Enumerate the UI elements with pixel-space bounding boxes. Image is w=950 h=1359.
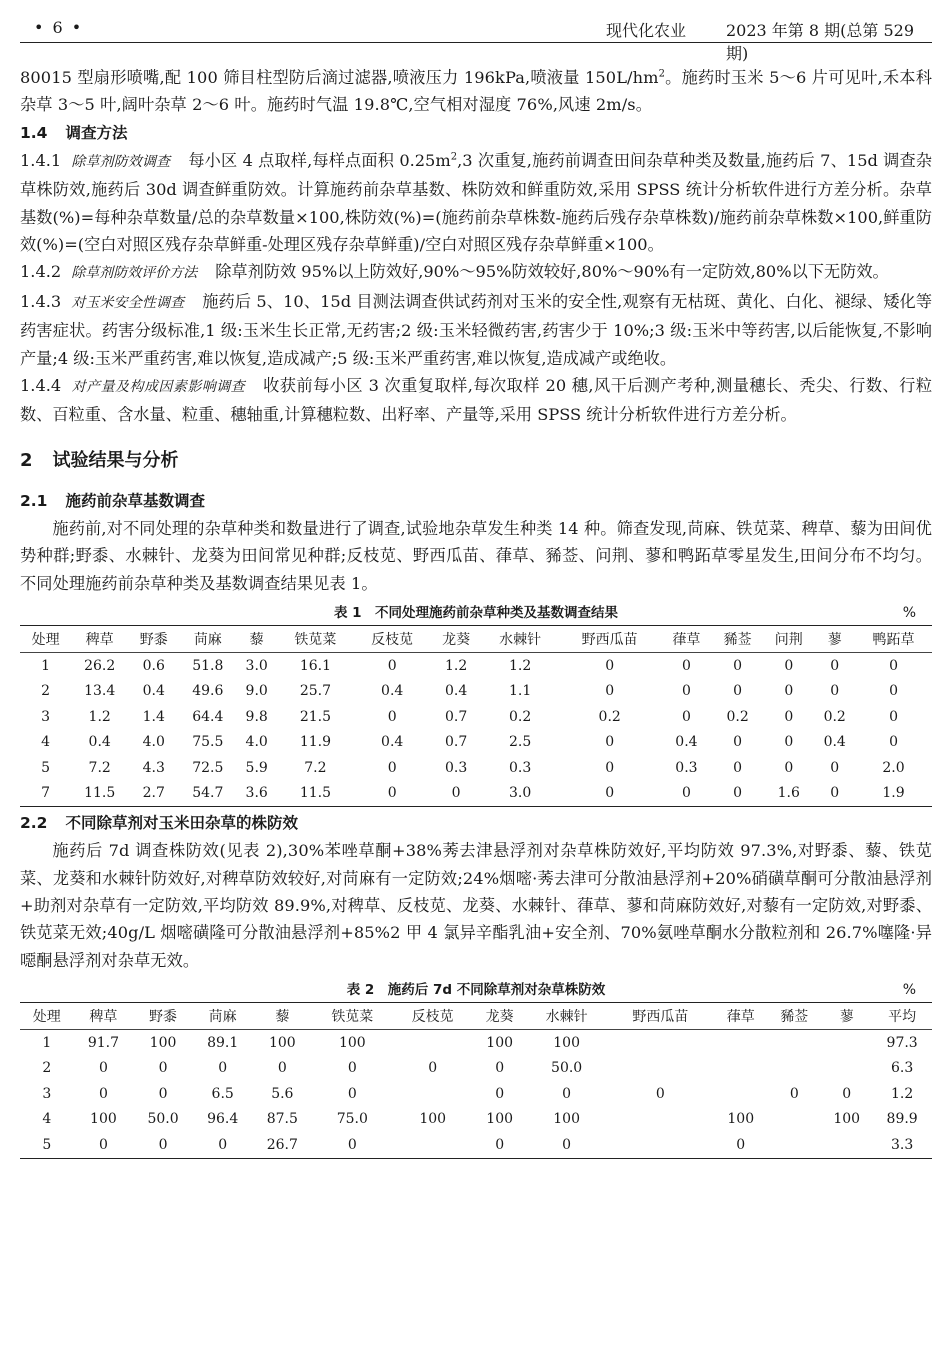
table-cell: 0.3 [508,759,532,776]
table-cell: 0 [889,734,898,751]
table-cell: 0 [784,759,794,776]
table-cell: 0.4 [445,683,468,700]
column-header: 藜 [249,632,264,649]
table-cell: 6.3 [891,1060,914,1077]
table-cell: 72.5 [192,759,224,776]
subsection-text: 施药后 5、10、15d 目测法调查供试药剂对玉米的安全性,观察有无枯斑、黄化、白化、褪绿、矮化等药害症状。药害分级标准,1 级:玉米生长正常,无药害;2 级:玉米轻微药害,药害少于 10%;3 级:玉米中等药害,以后能恢复,不影响产量;4 级:玉米严重药害,难以恢复,造成减产;5 级:玉米严重药害,难以恢复,造成减产或绝收。 [20,291,933,368]
table-cell: 2.0 [882,759,905,776]
table-unit: % [902,605,916,622]
table-cell: 13.4 [84,683,116,700]
section-2-heading [20,447,932,475]
table-cell [768,1030,822,1056]
table-cell: 0 [605,759,615,776]
table-cell [607,1132,714,1158]
table-cell: 1.9 [882,785,905,802]
column-header: 鸭跖草 [872,632,915,649]
section-2-2-paragraph: 施药后 7d 调查株防效(见表 2),30%苯唑草酮+38%莠去津悬浮剂对杂草株防效好,平均防效 97.3%,对野黍、藜、铁苋菜、龙葵和水棘针防效好,对稗草防效较好,对苘麻有一定防效;24%烟嘧·莠去津可分散油悬浮剂+20%硝磺草酮可分散油悬浮剂+助剂对杂草有一定防效,平均防效 89.9%,对稗草、反枝苋、龙葵、水棘针、葎草、蓼和苘麻防效好,对藜有一定防效,对野黍、铁苋菜无效;40g/L 烟嘧磺隆可分散油悬浮剂+85%2 甲 4 氯异辛酯乳油+安全剂、70%氨唑草酮水分散粒剂和 26.7%噻隆·异噁酮悬浮剂对杂草无效。 [20,841,932,970]
table-cell [714,1030,768,1056]
column-header: 稗草 [89,1009,118,1026]
table-row [20,1030,932,1056]
table-cell: 0.2 [598,708,621,725]
table-cell: 89.9 [886,1111,918,1128]
section-number: 1.4 [20,123,48,142]
table-cell: 100 [553,1034,580,1051]
table-cell: 0 [428,1060,438,1077]
table-cell: 89.1 [207,1034,239,1051]
column-header: 野黍 [149,1009,178,1026]
table-cell: 0 [98,1085,108,1102]
table-header-row [20,1003,932,1030]
table-row [20,1081,932,1107]
table-cell: 51.8 [192,657,224,674]
table-cell: 0 [681,683,691,700]
table-cell: 0 [218,1136,228,1153]
table-cell: 0 [605,785,615,802]
subsection-number: 1.4.2 [20,262,62,282]
table-row [20,730,932,756]
table-cell: 100 [727,1111,755,1128]
table-cell: 54.7 [192,785,224,802]
table-cell: 3 [42,1085,52,1102]
table-cell: 0.2 [823,708,846,725]
column-header: 野西瓜苗 [632,1009,689,1026]
table-cell [607,1030,714,1056]
table-cell [393,1081,473,1107]
table-cell: 87.5 [266,1111,298,1128]
issue-info: 2023 年第 8 期(总第 529 期) [726,21,915,63]
table-cell [393,1132,473,1158]
column-header: 反枝苋 [411,1009,454,1026]
table-cell: 0 [830,683,840,700]
column-header: 水棘针 [545,1009,588,1026]
table-cell: 0 [218,1060,228,1077]
table-cell: 0 [158,1136,168,1153]
subsection-text: 收获前每小区 3 次重复取样,每次取样 20 穗,风干后测产考种,测量穗长、秃尖、行数、行粒数、百粒重、含水量、粒重、穗轴重,计算穗粒数、出籽率、产量等,采用 SPSS 统计分析软件进行方差分析。 [20,376,933,425]
table-cell: 0 [605,657,615,674]
column-header: 处理 [31,632,60,649]
table-cell: 0.4 [88,734,111,751]
table-cell: 3.3 [891,1136,914,1153]
table-cell [393,1030,473,1056]
table-cell: 0 [784,708,794,725]
page-number: • 6 • [34,18,84,37]
table-cell: 4.0 [142,734,165,751]
running-header [20,18,932,63]
column-header: 豨莶 [723,632,752,649]
table-cell: 0 [681,708,691,725]
table-cell: 1.6 [777,785,800,802]
table-cell: 96.4 [207,1111,239,1128]
table-cell: 11.5 [84,785,116,802]
table-cell: 0 [605,734,615,751]
section-title: 不同除草剂对玉米田杂草的株防效 [65,814,298,833]
table-cell: 0.4 [142,683,165,700]
table-row [20,1132,932,1158]
table-cell: 0 [387,785,397,802]
table-cell: 0.4 [381,683,404,700]
intro-text-a: 80015 型扇形喷嘴,配 100 筛目柱型防后滴过滤器,喷液压力 196kPa,喷液量 150L/hm [20,68,659,87]
subsection-number: 1.4.3 [20,291,62,311]
table-cell: 0.2 [508,708,532,725]
table-row [20,704,932,730]
table-cell: 5 [42,1136,52,1153]
table-cell: 1.1 [508,683,532,700]
table-cell: 0 [605,683,615,700]
subsection-superscript: 2 [450,151,458,163]
table-cell [607,1107,714,1133]
table-row [20,653,932,679]
subsection-number: 1.4.4 [20,376,62,396]
table-cell: 3.0 [245,657,268,674]
table-cell: 9.0 [245,683,268,700]
table-row [20,679,932,705]
table-cell: 100 [338,1034,366,1051]
table-cell: 0 [889,657,898,674]
column-header: 龙葵 [485,1009,514,1026]
table-cell: 0 [495,1136,505,1153]
table-cell: 0 [784,734,794,751]
journal-name: 现代化农业 [606,21,687,40]
table-cell: 0 [736,1136,746,1153]
table-cell: 0 [784,683,794,700]
subsection-text-b: ,3 次重复,施药前调查田间杂草种类及数量,施药后 7、15d 调查杂草株防效,施药后 30d 调查鲜重防效。计算施药前杂草基数、株防效和鲜重防效,采用 SPSS 统计分析软件进行方差分析。杂草基数(%)=每种杂草数量/总的杂草数量×100,株防效(%)=(施药前杂草株数-施药后残存杂草株数)/施药前杂草株数×100,鲜重防效(%)=(空白对照区残存杂草鲜重-处理区残存杂草鲜重)/空白对照区残存杂草鲜重×100。 [20,150,933,255]
table-cell: 25.7 [299,683,331,700]
table-cell: 49.6 [192,683,224,700]
table-cell: 64.4 [192,708,224,725]
intro-superscript: 2 [658,68,666,80]
table-cell: 0.7 [445,734,468,751]
table-cell: 0 [733,759,743,776]
table-cell: 0 [784,657,794,674]
table-cell: 0 [830,759,840,776]
column-header: 问荆 [774,632,803,649]
table-cell: 100 [486,1111,514,1128]
column-header: 苘麻 [193,632,222,649]
table-cell [714,1056,768,1082]
table-1 [20,625,932,807]
table-cell: 21.5 [299,708,331,725]
section-2-1-heading [20,487,932,515]
table-row [20,1107,932,1133]
table-cell: 100 [486,1034,514,1051]
section-2-1-paragraph: 施药前,对不同处理的杂草种类和数量进行了调查,试验地杂草发生种类 14 种。筛查发现,苘麻、铁苋菜、稗草、藜为田间优势种群;野黍、水棘针、龙葵为田间常见种群;反枝苋、野西瓜苗、葎草、豨莶、问荆、蓼和鸭跖草零星发生,田间分布不均匀。不同处理施药前杂草种类及基数调查结果见表 1。 [20,518,932,593]
table-cell: 0 [562,1136,572,1153]
column-header: 野西瓜苗 [581,632,638,649]
table-cell: 0.4 [381,734,404,751]
column-header: 稗草 [85,632,114,649]
table-cell: 0 [277,1060,287,1077]
table-cell [768,1132,822,1158]
column-header: 野黍 [139,632,168,649]
table-cell: 2 [42,1060,52,1077]
table-cell: 0.4 [675,734,698,751]
table-cell: 0 [98,1060,108,1077]
column-header: 苘麻 [208,1009,237,1026]
table-cell: 0 [387,759,397,776]
table-cell: 26.7 [266,1136,298,1153]
subsection-title: 除草剂防效评价方法 [71,265,198,282]
table-cell: 100 [833,1111,861,1128]
table-cell: 0.2 [726,708,749,725]
subsection-title: 对产量及构成因素影响调查 [71,379,246,396]
table-cell: 0 [158,1085,168,1102]
table-cell: 0 [347,1136,357,1153]
column-header: 蓼 [839,1009,854,1026]
column-header: 反枝苋 [371,632,414,649]
intro-text-b: 。施药时玉米 5～6 片可见叶,禾本科杂草 3～5 叶,阔叶杂草 2～6 叶。施药时气温 19.8℃,空气相对湿度 76%,风速 2m/s。 [20,68,932,115]
column-header: 水棘针 [499,632,542,649]
subsection-number: 1.4.1 [20,150,62,170]
table-cell: 16.1 [299,657,331,674]
table-cell: 0 [733,683,743,700]
table-cell: 50.0 [147,1111,179,1128]
table-cell: 3.0 [508,785,532,802]
subsection-title: 除草剂防效调查 [71,153,171,170]
table-cell [768,1107,822,1133]
table-cell: 1.4 [142,708,165,725]
table-cell: 100 [90,1111,117,1128]
table-cell: 0.3 [675,759,698,776]
table-1-caption [20,601,932,625]
column-header: 葎草 [726,1009,755,1026]
column-header: 龙葵 [442,632,471,649]
table-cell: 0.3 [445,759,468,776]
table-cell: 2.7 [142,785,165,802]
table-cell: 0 [681,657,691,674]
table-cell: 0 [889,708,898,725]
table-row [20,781,932,807]
table-cell: 3 [41,708,51,725]
table-cell: 0 [830,785,840,802]
column-header: 豨莶 [780,1009,809,1026]
table-caption-text: 表 2 施药后 7d 不同除草剂对杂草株防效 [346,982,606,999]
table-caption-text: 表 1 不同处理施药前杂草种类及基数调查结果 [333,605,619,622]
table-cell: 6.5 [211,1085,234,1102]
table-cell: 100 [268,1034,296,1051]
article-body [20,64,932,1159]
section-1-4-1 [20,147,932,259]
table-cell [821,1030,872,1056]
table-cell: 0 [451,785,461,802]
table-cell: 4.3 [142,759,165,776]
column-header: 蓼 [827,632,842,649]
table-unit: % [902,982,916,999]
section-title: 试验结果与分析 [52,449,179,471]
subsection-title: 对玉米安全性调查 [71,294,185,311]
table-cell: 97.3 [886,1034,918,1051]
table-cell: 1.2 [891,1085,914,1102]
table-cell: 0 [842,1085,852,1102]
table-cell: 75.5 [192,734,224,751]
column-header: 藜 [275,1009,290,1026]
table-cell: 0 [733,785,743,802]
column-header: 葎草 [672,632,701,649]
section-number: 2 [20,449,33,471]
table-cell [821,1056,872,1082]
table-cell: 9.8 [245,708,268,725]
table-cell: 0 [889,683,898,700]
table-cell: 5.6 [271,1085,294,1102]
table-cell: 0 [387,708,397,725]
column-header: 铁苋菜 [294,632,337,649]
column-header: 处理 [32,1009,61,1026]
column-header: 铁苋菜 [331,1009,374,1026]
section-title: 调查方法 [65,123,128,142]
table-cell: 0 [98,1136,108,1153]
table-cell [714,1081,768,1107]
table-cell: 1.2 [445,657,468,674]
table-cell: 0 [733,657,743,674]
section-1-4-4 [20,372,932,429]
table-cell: 11.9 [299,734,331,751]
table-cell: 0 [655,1085,665,1102]
table-cell: 0 [830,657,840,674]
table-body [20,1030,932,1159]
table-cell: 0 [347,1085,357,1102]
table-cell: 0.4 [823,734,846,751]
intro-paragraph [20,64,932,119]
table-2-caption [20,978,932,1002]
table-cell: 2.5 [508,734,532,751]
table-cell: 1.2 [508,657,532,674]
table-cell: 4.0 [245,734,268,751]
section-1-4-2 [20,258,932,287]
table-row [20,1056,932,1082]
table-cell: 0.7 [445,708,468,725]
table-header-row [20,626,932,653]
table-cell: 0 [789,1085,799,1102]
table-cell: 1 [41,657,51,674]
table-cell: 4 [42,1111,52,1128]
table-cell: 7.2 [304,759,327,776]
table-cell: 1 [42,1034,52,1051]
section-1-4-heading [20,119,932,147]
table-cell: 2 [41,683,51,700]
table-2 [20,1002,932,1159]
section-1-4-3 [20,288,932,372]
table-row [20,755,932,781]
section-number: 2.2 [20,814,48,833]
table-cell: 100 [553,1111,580,1128]
table-cell: 0 [387,657,397,674]
table-cell: 100 [419,1111,447,1128]
subsection-text: 除草剂防效 95%以上防效好,90%～95%防效较好,80%～90%有一定防效,80%以下无防效。 [215,262,889,282]
table-cell [821,1132,872,1158]
table-cell: 0 [562,1085,572,1102]
table-cell [607,1056,714,1082]
subsection-text-a: 每小区 4 点取样,每样点面积 0.25m [188,150,451,170]
table-cell: 50.0 [551,1060,583,1077]
table-cell: 1.2 [88,708,111,725]
table-cell: 5.9 [245,759,268,776]
table-cell: 0 [733,734,743,751]
table-cell: 0 [158,1060,168,1077]
table-cell: 3.6 [245,785,268,802]
section-2-2-heading [20,809,932,837]
table-cell: 0 [495,1060,505,1077]
section-title: 施药前杂草基数调查 [65,491,205,510]
table-cell: 0 [681,785,691,802]
section-number: 2.1 [20,491,48,510]
table-cell [768,1056,822,1082]
table-cell: 11.5 [299,785,331,802]
table-cell: 7 [41,785,51,802]
table-body [20,653,932,807]
table-cell: 0 [495,1085,505,1102]
table-cell: 5 [41,759,51,776]
table-cell: 75.0 [336,1111,368,1128]
column-header: 平均 [888,1009,917,1026]
table-cell: 91.7 [87,1034,119,1051]
table-cell: 100 [149,1034,177,1051]
table-cell: 0.6 [142,657,165,674]
table-cell: 7.2 [88,759,111,776]
table-cell: 4 [41,734,51,751]
table-cell: 26.2 [84,657,116,674]
table-cell: 0 [347,1060,357,1077]
